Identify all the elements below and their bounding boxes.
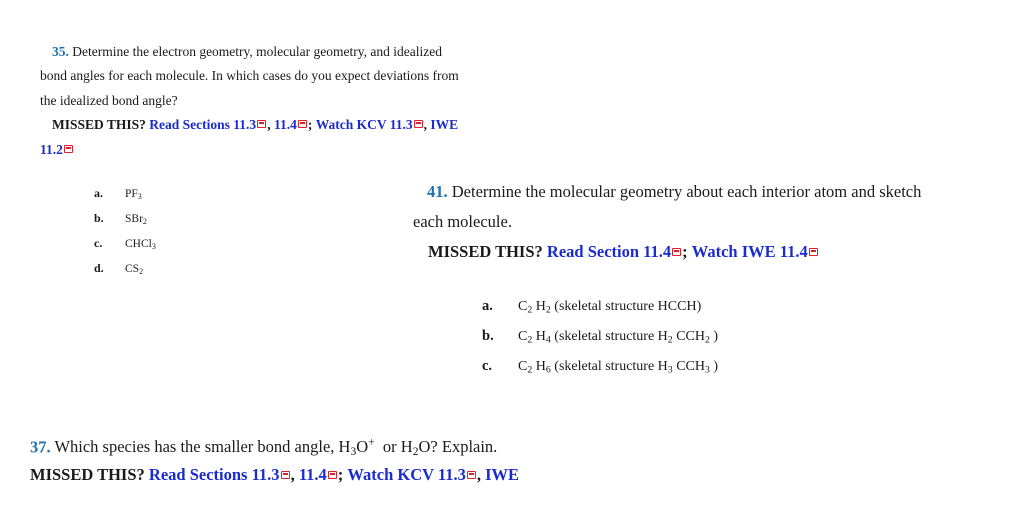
q35-iwe-link[interactable]: IWE [430,117,459,132]
q37-watch-kcv-link[interactable]: Watch KCV 11.3 [347,465,466,484]
item-letter: c. [94,236,103,250]
q35-item-a [94,184,142,202]
item-formula: $C_2$ $H_4$ (skeletal structure $H_2$ $CCH_2$ ) [518,329,719,346]
q37-number: 37. [30,437,51,457]
q37-read-section-11-4-link[interactable]: 11.4 [298,465,327,484]
q35-watch-kcv-link[interactable]: Watch KCV 11.3 [315,117,413,132]
q41-item-a [482,297,701,315]
q41-text-line-2: each molecule. [413,212,512,231]
item-formula: $C_2$ $H_2$ (skeletal structure HCCH) [518,299,702,316]
q35-read-sections-link[interactable]: Read Sections 11.3 [149,117,257,132]
item-formula: $PF_3$ [125,188,142,201]
q37-text: Which species has the smaller bond angle, $H_3O^+$ or $H_2O$? Explain. [54,437,498,459]
q41-watch-iwe-link[interactable]: Watch IWE 11.4 [691,242,808,261]
q35-text-line-1: Determine the electron geometry, molecular geometry, and idealized [72,44,442,59]
q35-text-line-3: the idealized bond angle? [40,93,178,108]
external-link-icon [672,248,681,256]
q41-missed-label: MISSED THIS? [428,242,543,261]
q35-number: 35. [52,44,69,59]
q41-missed-line: MISSED THIS? Read Section 11.4 ; Watch IWE 11.4 [428,242,819,262]
q37-iwe-link[interactable]: IWE [485,465,520,484]
q35-read-section-11-4-link[interactable]: 11.4 [273,117,297,132]
q41-read-section-link[interactable]: Read Section 11.4 [546,242,672,261]
q35-iwe-number-link[interactable]: 11.2 [40,142,63,157]
q35-item-c [94,234,156,252]
item-letter: a. [482,298,493,314]
q35-item-b [94,209,147,227]
external-link-icon [467,471,476,479]
q41-line-1 [427,182,921,202]
q35-iwe-line [40,138,74,163]
item-letter: d. [94,261,104,275]
item-formula: $CS_2$ [125,263,144,276]
q37-read-sections-link[interactable]: Read Sections 11.3 [148,465,280,484]
q41-text-line-1: Determine the molecular geometry about each interior atom and sketch [451,182,922,201]
item-formula: SBr$_2$ [125,213,147,226]
item-letter: b. [94,211,104,225]
q37-missed-line: MISSED THIS? Read Sections 11.3 , 11.4 ; Watch KCV 11.3 , IWE [30,465,520,484]
external-link-icon [64,145,73,153]
item-letter: a. [94,186,103,200]
q37-missed-label: MISSED THIS? [30,465,145,484]
external-link-icon [809,248,818,256]
external-link-icon [298,120,307,128]
external-link-icon [281,471,290,479]
q35-missed-line: MISSED THIS? Read Sections 11.3 , 11.4 ; Watch KCV 11.3 , IWE [52,117,459,132]
item-letter: c. [482,358,493,374]
q41-item-b [482,327,718,345]
external-link-icon [414,120,423,128]
item-formula: CHCl$_3$ [125,238,156,251]
q41-item-c [482,357,718,375]
q35-item-d [94,259,143,277]
external-link-icon [328,471,337,479]
item-letter: b. [482,328,494,344]
q35-text-line-2: bond angles for each molecule. In which cases do you expect deviations from [40,68,459,83]
external-link-icon [257,120,266,128]
q35-line-1 [52,40,442,65]
q41-number: 41. [427,182,448,201]
item-formula: $C_2$ $H_6$ (skeletal structure $H_3$ $CCH_3$ ) [518,359,719,376]
q35-missed-label: MISSED THIS? [52,117,146,132]
q37-line-1 [30,437,497,458]
